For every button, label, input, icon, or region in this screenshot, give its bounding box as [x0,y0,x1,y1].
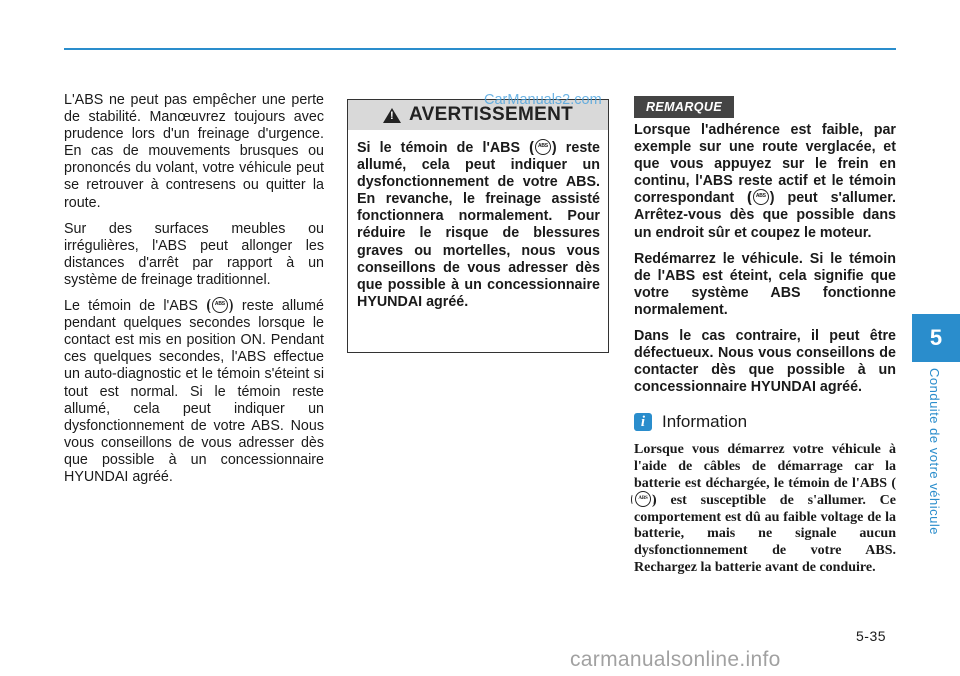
column-left [64,92,324,495]
text-segment: Lorsque l'adhérence est faible, par exemple sur une route verglacée, et que vous appuyez sur le frein en continu, l'ABS reste actif et le témoin correspondant ( [634,122,896,207]
paragraph-abs-indicator [64,298,324,486]
information-title: Information [662,412,748,432]
abs-icon-label: ABS [638,496,648,502]
text-segment: ) reste allumé pendant quelques secondes lorsque le contact est mis en position ON. Pendant ces quelques secondes, l'ABS effectue un auto-diagnostic et le témoin s'éteint si tout est normal. Si le témoin reste allumé, cela peut indiquer un dysfonctionnement de votre ABS. Nous vous conseillons de vous adresser dès que possible à un concessionnaire HYUNDAI agréé. [64,298,324,485]
abs-warning-icon [212,297,228,313]
information-paragraph [634,442,896,576]
paragraph-loose-surfaces: Sur des surfaces meubles ou irrégulières, l'ABS peut allonger les distances d'arrêt par rapport à un système de freinage traditionnel. [64,220,324,288]
remarque-label: REMARQUE [634,96,734,118]
top-rule [64,48,896,50]
abs-icon-label: ABS [755,193,766,200]
remarque-paragraph-3: Dans le cas contraire, il peut être défectueux. Nous vous conseillons de contacter dès que possible à un concessionnaire HYUNDAI agréé. [634,328,896,396]
info-icon: i [634,413,652,431]
information-header [634,412,896,432]
chapter-title: Conduite de votre véhicule [927,368,942,535]
abs-warning-icon [753,189,769,205]
warning-box [347,99,609,353]
paragraph-abs-stability: L'ABS ne peut pas empêcher une perte de stabilité. Manœuvrez toujours avec prudence lors d'un freinage d'urgence. En cas de mouvements brusques ou prononcés du volant, votre véhicule peut se retrouver à contresens ou quitter la route. [64,92,324,211]
abs-icon-label: ABS [537,142,548,149]
remarque-paragraph-1 [634,122,896,242]
abs-icon-label: ABS [214,300,225,307]
abs-warning-icon [635,491,651,507]
column-right [634,122,896,577]
warning-triangle-icon [383,108,401,123]
watermark-bottom: carmanualsonline.info [570,648,781,671]
warning-triangle-mark: ! [389,109,394,122]
watermark-top: CarManuals2.com [484,92,602,108]
abs-warning-icon [535,139,551,155]
text-segment: ) reste allumé, cela peut indiquer un dysfonctionnement de votre ABS. En revanche, le freinage assisté fonctionnera normalement. Pour réduire le risque de blessures graves ou mortelles, nous vous conseillons de vous adresser dès que possible à un concessionnaire HYUNDAI agréé. [357,140,600,310]
text-segment: ) est susceptible de s'allumer. Ce comportement est dû au faible voltage de la batterie, mais ne signale aucun dysfonctionnement de votre ABS. Rechargez la batterie avant de conduire. [634,492,896,575]
text-segment: Si le témoin de l'ABS ( [357,140,534,156]
warning-body [348,130,608,311]
chapter-tab: 5 [912,314,960,362]
text-segment: Le témoin de l'ABS ( [64,298,211,315]
remarque-paragraph-2: Redémarrez le véhicule. Si le témoin de l'ABS est éteint, cela signifie que votre système ABS fonctionne normalement. [634,250,896,318]
page-number: 5-35 [856,628,887,644]
warning-title: AVERTISSEMENT [408,104,573,125]
text-segment: Lorsque vous démarrez votre véhicule à l'aide de câbles de démarrage car la batterie est déchargée, le témoin de l'ABS ( [634,442,896,491]
text-segment: ) peut s'allumer. Arrêtez-vous dès que possible dans un endroit sûr et coupez le moteur. [634,190,896,241]
